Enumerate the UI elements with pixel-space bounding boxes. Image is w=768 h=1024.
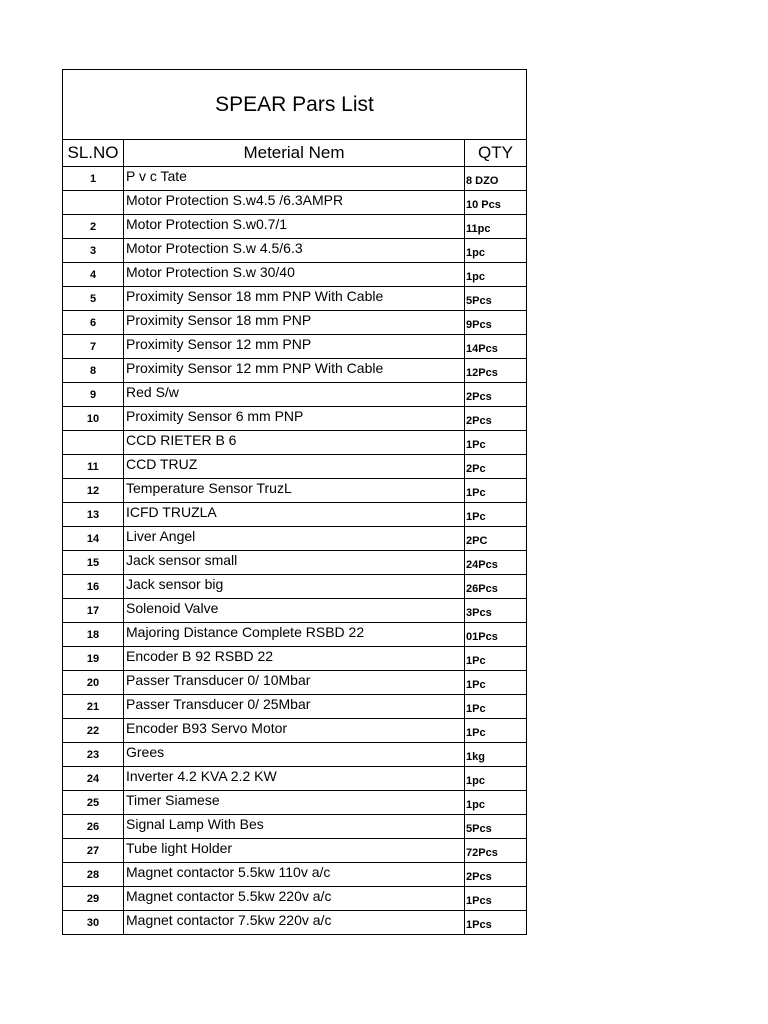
row-sl-no: 21: [63, 695, 124, 719]
row-material-name: P v c Tate: [124, 167, 465, 191]
table-row: [63, 311, 527, 335]
row-qty: 2Pcs: [465, 407, 527, 431]
row-sl-no: 6: [63, 311, 124, 335]
row-qty: 1Pcs: [465, 887, 527, 911]
table-row: [63, 263, 527, 287]
table-row: [63, 239, 527, 263]
table-row: [63, 335, 527, 359]
table-row: [63, 791, 527, 815]
header-sl-no: SL.NO: [63, 140, 124, 167]
row-qty: 1Pcs: [465, 911, 527, 935]
row-material-name: Temperature Sensor TruzL: [124, 479, 465, 503]
row-material-name: Passer Transducer 0/ 10Mbar: [124, 671, 465, 695]
row-sl-no: 12: [63, 479, 124, 503]
row-sl-no: 7: [63, 335, 124, 359]
table-row: [63, 215, 527, 239]
spare-parts-table: [62, 69, 527, 935]
row-sl-no: 26: [63, 815, 124, 839]
header-qty: QTY: [465, 140, 527, 167]
row-sl-no: 19: [63, 647, 124, 671]
table-body: [63, 167, 527, 935]
row-material-name: Inverter 4.2 KVA 2.2 KW: [124, 767, 465, 791]
table-row: [63, 503, 527, 527]
row-qty: 24Pcs: [465, 551, 527, 575]
row-qty: 1Pc: [465, 503, 527, 527]
row-qty: 1Pc: [465, 671, 527, 695]
row-qty: 01Pcs: [465, 623, 527, 647]
table-row: [63, 479, 527, 503]
table-row: [63, 623, 527, 647]
table-row: [63, 863, 527, 887]
row-sl-no: 20: [63, 671, 124, 695]
spare-parts-sheet: [62, 69, 526, 935]
row-material-name: Proximity Sensor 12 mm PNP: [124, 335, 465, 359]
row-sl-no: 2: [63, 215, 124, 239]
row-qty: 1pc: [465, 239, 527, 263]
row-material-name: Grees: [124, 743, 465, 767]
table-row: [63, 455, 527, 479]
table-row: [63, 887, 527, 911]
row-qty: 1kg: [465, 743, 527, 767]
table-row: [63, 407, 527, 431]
row-material-name: Motor Protection S.w0.7/1: [124, 215, 465, 239]
table-row: [63, 191, 527, 215]
row-qty: 2Pcs: [465, 383, 527, 407]
row-sl-no: 23: [63, 743, 124, 767]
row-qty: 72Pcs: [465, 839, 527, 863]
row-sl-no: 22: [63, 719, 124, 743]
row-material-name: Encoder B93 Servo Motor: [124, 719, 465, 743]
row-qty: 2Pc: [465, 455, 527, 479]
table-row: [63, 431, 527, 455]
row-material-name: Jack sensor big: [124, 575, 465, 599]
row-material-name: Motor Protection S.w 30/40: [124, 263, 465, 287]
table-row: [63, 527, 527, 551]
row-qty: 14Pcs: [465, 335, 527, 359]
row-sl-no: 10: [63, 407, 124, 431]
row-material-name: Solenoid Valve: [124, 599, 465, 623]
row-sl-no: 28: [63, 863, 124, 887]
table-row: [63, 911, 527, 935]
row-qty: 26Pcs: [465, 575, 527, 599]
sheet-title: SPEAR Pars List: [63, 70, 527, 140]
row-material-name: Magnet contactor 7.5kw 220v a/c: [124, 911, 465, 935]
row-material-name: ICFD TRUZLA: [124, 503, 465, 527]
row-sl-no: 30: [63, 911, 124, 935]
row-sl-no: 25: [63, 791, 124, 815]
row-material-name: Proximity Sensor 18 mm PNP With Cable: [124, 287, 465, 311]
row-material-name: Proximity Sensor 12 mm PNP With Cable: [124, 359, 465, 383]
row-sl-no: 29: [63, 887, 124, 911]
table-row: [63, 767, 527, 791]
header-row: [63, 140, 527, 167]
row-sl-no: 3: [63, 239, 124, 263]
row-qty: 5Pcs: [465, 815, 527, 839]
table-row: [63, 743, 527, 767]
table-row: [63, 287, 527, 311]
row-qty: 3Pcs: [465, 599, 527, 623]
table-row: [63, 551, 527, 575]
row-material-name: Signal Lamp With Bes: [124, 815, 465, 839]
row-qty: 1pc: [465, 791, 527, 815]
row-sl-no: [63, 431, 124, 455]
row-qty: 1Pc: [465, 695, 527, 719]
row-material-name: Tube light Holder: [124, 839, 465, 863]
row-qty: 2PC: [465, 527, 527, 551]
row-qty: 10 Pcs: [465, 191, 527, 215]
row-qty: 1Pc: [465, 431, 527, 455]
row-qty: 1Pc: [465, 479, 527, 503]
row-sl-no: 9: [63, 383, 124, 407]
table-row: [63, 359, 527, 383]
row-qty: 11pc: [465, 215, 527, 239]
row-sl-no: [63, 191, 124, 215]
table-row: [63, 167, 527, 191]
row-sl-no: 14: [63, 527, 124, 551]
row-sl-no: 18: [63, 623, 124, 647]
row-sl-no: 16: [63, 575, 124, 599]
row-material-name: Motor Protection S.w 4.5/6.3: [124, 239, 465, 263]
header-material: Meterial Nem: [124, 140, 465, 167]
table-row: [63, 383, 527, 407]
row-material-name: Encoder B 92 RSBD 22: [124, 647, 465, 671]
row-sl-no: 8: [63, 359, 124, 383]
row-material-name: Liver Angel: [124, 527, 465, 551]
table-row: [63, 839, 527, 863]
row-qty: 9Pcs: [465, 311, 527, 335]
row-material-name: CCD RIETER B 6: [124, 431, 465, 455]
row-material-name: Proximity Sensor 6 mm PNP: [124, 407, 465, 431]
row-material-name: Majoring Distance Complete RSBD 22: [124, 623, 465, 647]
row-qty: 2Pcs: [465, 863, 527, 887]
row-qty: 1Pc: [465, 719, 527, 743]
row-qty: 8 DZO: [465, 167, 527, 191]
row-qty: 1pc: [465, 767, 527, 791]
row-sl-no: 24: [63, 767, 124, 791]
row-material-name: Magnet contactor 5.5kw 220v a/c: [124, 887, 465, 911]
table-row: [63, 671, 527, 695]
row-material-name: Motor Protection S.w4.5 /6.3AMPR: [124, 191, 465, 215]
row-material-name: Magnet contactor 5.5kw 110v a/c: [124, 863, 465, 887]
row-material-name: Timer Siamese: [124, 791, 465, 815]
row-qty: 1pc: [465, 263, 527, 287]
table-row: [63, 815, 527, 839]
row-sl-no: 4: [63, 263, 124, 287]
row-material-name: CCD TRUZ: [124, 455, 465, 479]
row-sl-no: 1: [63, 167, 124, 191]
row-qty: 1Pc: [465, 647, 527, 671]
table-row: [63, 719, 527, 743]
row-material-name: Passer Transducer 0/ 25Mbar: [124, 695, 465, 719]
row-sl-no: 27: [63, 839, 124, 863]
row-qty: 12Pcs: [465, 359, 527, 383]
table-row: [63, 599, 527, 623]
row-sl-no: 15: [63, 551, 124, 575]
table-row: [63, 575, 527, 599]
table-row: [63, 647, 527, 671]
row-material-name: Red S/w: [124, 383, 465, 407]
row-qty: 5Pcs: [465, 287, 527, 311]
row-sl-no: 11: [63, 455, 124, 479]
row-sl-no: 17: [63, 599, 124, 623]
row-material-name: Proximity Sensor 18 mm PNP: [124, 311, 465, 335]
row-sl-no: 13: [63, 503, 124, 527]
table-row: [63, 695, 527, 719]
row-material-name: Jack sensor small: [124, 551, 465, 575]
row-sl-no: 5: [63, 287, 124, 311]
